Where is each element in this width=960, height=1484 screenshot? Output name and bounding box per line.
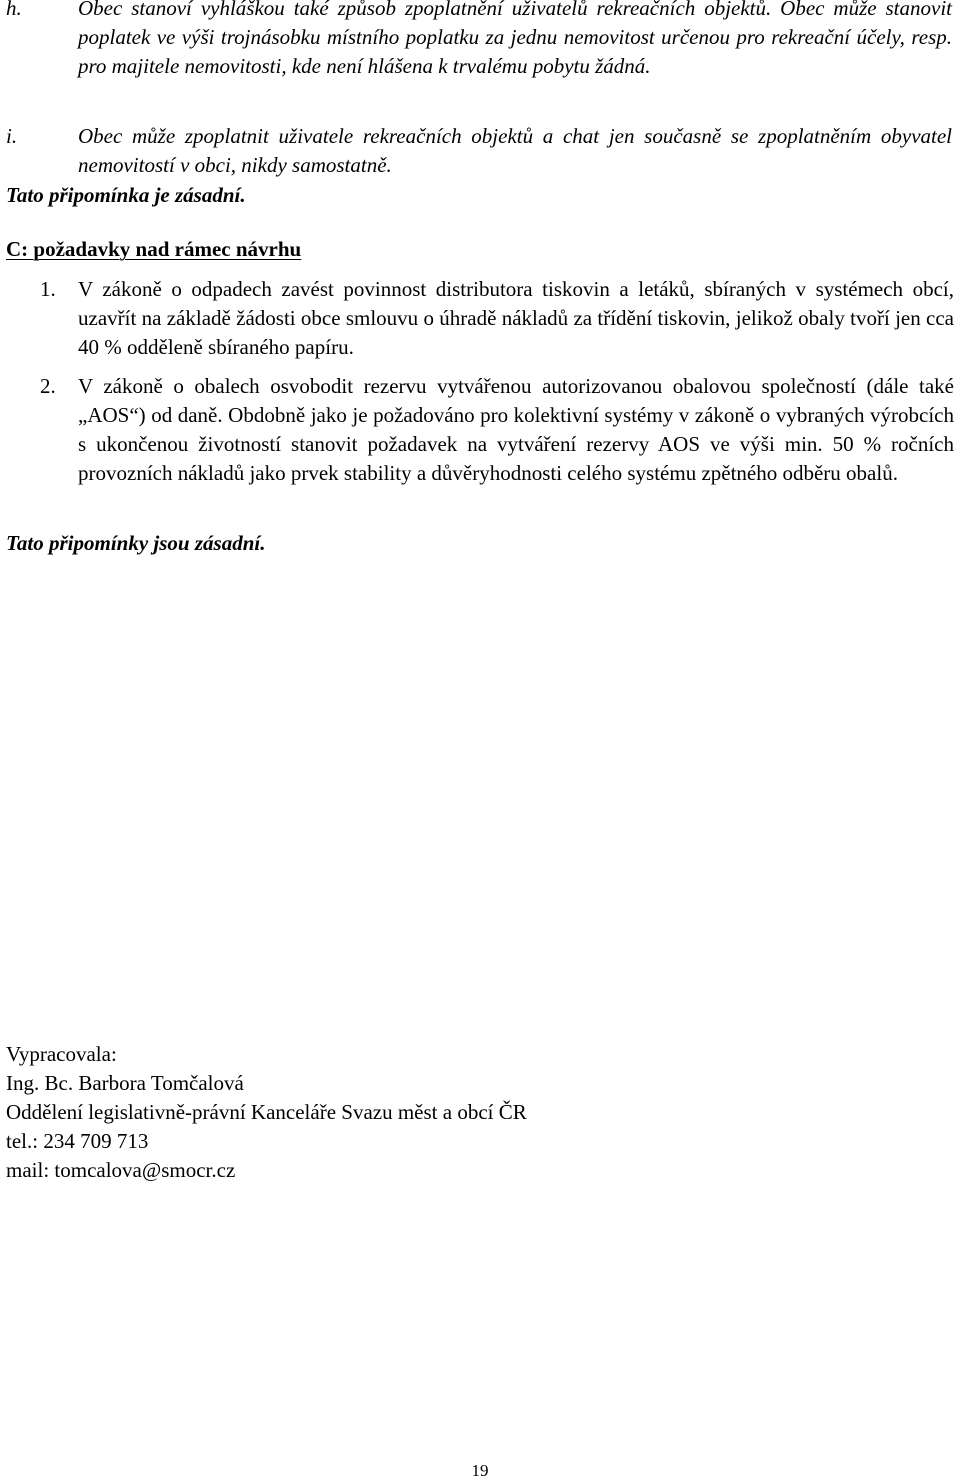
signature-label: Vypracovala: [6, 1042, 117, 1066]
signature-block [6, 1040, 527, 1185]
emphasis-note: Tato připomínky jsou zásadní. [6, 531, 266, 555]
list-marker: h. [6, 0, 22, 20]
author-phone: tel.: 234 709 713 [6, 1129, 149, 1153]
author-email: mail: tomcalova@smocr.cz [6, 1158, 236, 1182]
author-department: Oddělení legislativně-právní Kanceláře Svazu měst a obcí ČR [6, 1100, 527, 1124]
list-marker: 2. [40, 374, 56, 398]
list-item-text: Obec stanoví vyhláškou také způsob zpoplatnění uživatelů rekreačních objektů. Obec může stanovit poplatek ve výši trojnásobku místního poplatku za jednu nemovitost určenou pro rekreační účely, resp. pro majitele nemovitosti, kde není hlášena k trvalému pobytu žádná. [78, 0, 952, 78]
list-item-i [6, 122, 952, 180]
list-marker: 1. [40, 277, 56, 301]
list-marker: i. [6, 124, 18, 148]
section-heading: C: požadavky nad rámec návrhu [6, 237, 302, 261]
page-number: 19 [471, 1461, 489, 1480]
list-item-text: Obec může zpoplatnit uživatele rekreačních objektů a chat jen současně se zpoplatněním obyvatel nemovitostí v obci, nikdy samostatně. [78, 124, 952, 177]
author-name: Ing. Bc. Barbora Tomčalová [6, 1071, 244, 1095]
list-item-h [6, 0, 952, 81]
list-item-text: V zákoně o odpadech zavést povinnost distributora tiskovin a letáků, sbíraných v systémech obcí, uzavřít na základě žádosti obce smlouvu o úhradě nákladů za třídění tiskovin, jelikož obaly tvoří jen cca 40 % odděleně sbíraného papíru. [78, 277, 954, 359]
list-item-text: V zákoně o obalech osvobodit rezervu vytvářenou autorizovanou obalovou společností (dále také „AOS“) od daně. Obdobně jako je požadováno pro kolektivní systémy v zákoně o vybraných výrobcích s ukončenou životností stanovit požadavek na vytváření rezervy AOS ve výši min. 50 % ročních provozních nákladů jako prvek stability a důvěryhodnosti celého systému zpětného odběru obalů. [78, 374, 954, 485]
numbered-item-1 [40, 275, 954, 362]
emphasis-note: Tato připomínka je zásadní. [6, 183, 246, 207]
numbered-item-2 [40, 372, 954, 488]
